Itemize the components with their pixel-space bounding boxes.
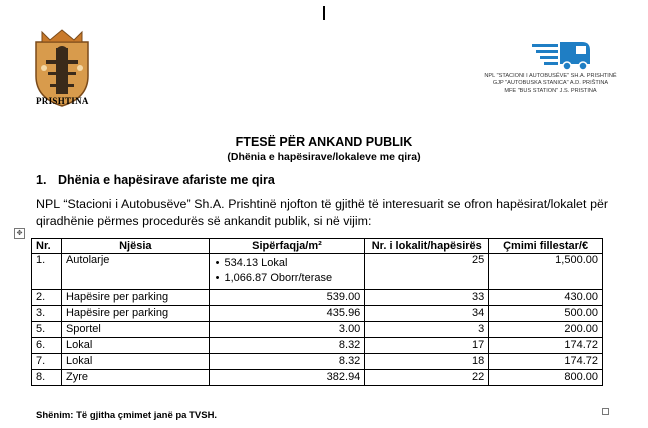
cell-nr: 6. [32, 338, 62, 354]
intro-paragraph: NPL “Stacioni i Autobusëve” Sh.A. Prishtinë njofton të gjithë të interesuarit se ofron hapësirat/lokalet për qiradhënie përmes procedurës së ankandit publik, si në vijim: [36, 197, 608, 228]
auction-table [31, 238, 603, 386]
cell-nr: 8. [32, 370, 62, 386]
right-logo-line: MFE "BUS STATION" J.S. PRISTINA [504, 87, 597, 94]
header-lokal: Nr. i lokalit/hapësirës [365, 239, 489, 254]
right-logo-line: GJP "AUTOBUSKA STANICA" A.D. PRIŠTINA [492, 80, 609, 87]
cell-lokal: 3 [365, 322, 489, 338]
section-number: 1. [36, 173, 47, 187]
cell-price: 430.00 [489, 290, 603, 306]
cell-lokal: 18 [365, 354, 489, 370]
left-logo-caption: PRISHTINA [36, 96, 89, 106]
table-row [32, 370, 603, 386]
cell-unit: Autolarje [61, 254, 209, 290]
cell-area: 3.00 [209, 322, 365, 338]
cell-price: 1,500.00 [489, 254, 603, 290]
table-row [32, 306, 603, 322]
table-resize-handle[interactable] [602, 408, 609, 415]
cell-lokal: 25 [365, 254, 489, 290]
area-list-item: • 534.13 Lokal [224, 256, 361, 271]
cell-area: 8.32 [209, 354, 365, 370]
cell-unit: Sportel [61, 322, 209, 338]
header-nr: Nr. [32, 239, 62, 254]
cell-unit: Lokal [61, 354, 209, 370]
cell-price: 500.00 [489, 306, 603, 322]
area-list-item: • 1,066.87 Oborr/terase [224, 271, 361, 286]
cell-area: 539.00 [209, 290, 365, 306]
cell-unit: Hapësire per parking [61, 306, 209, 322]
table-row [32, 322, 603, 338]
header-area: Sipërfaqja/m² [209, 239, 365, 254]
cell-price: 200.00 [489, 322, 603, 338]
document-subtitle: (Dhënia e hapësirave/lokaleve me qira) [227, 151, 421, 163]
cell-price: 174.72 [489, 354, 603, 370]
cell-nr: 3. [32, 306, 62, 322]
cell-nr: 2. [32, 290, 62, 306]
header-unit: Njësia [61, 239, 209, 254]
cell-price: 174.72 [489, 338, 603, 354]
section-title: Dhënia e hapësirave afariste me qira [58, 173, 275, 187]
right-logo-caption [458, 73, 643, 95]
cell-nr: 1. [32, 254, 62, 290]
bus-station-logo [532, 38, 592, 72]
table-row [32, 290, 603, 306]
cell-nr: 7. [32, 354, 62, 370]
cell-unit: Zyre [61, 370, 209, 386]
section-heading [36, 173, 275, 187]
cell-area: 435.96 [209, 306, 365, 322]
cell-area: 8.32 [209, 338, 365, 354]
right-logo-line: NPL "STACIONI I AUTOBUSËVE" SH.A. PRISHTINË [484, 73, 617, 79]
table-row [32, 338, 603, 354]
cell-unit: Hapësire per parking [61, 290, 209, 306]
table-move-handle-icon[interactable]: ✥ [14, 228, 25, 239]
table-row [32, 354, 603, 370]
header-price: Çmimi fillestar/€ [489, 239, 603, 254]
cell-price: 800.00 [489, 370, 603, 386]
cell-lokal: 22 [365, 370, 489, 386]
table-note: Shënim: Të gjitha çmimet janë pa TVSH. [36, 410, 218, 421]
cell-unit: Lokal [61, 338, 209, 354]
table-header-row [32, 239, 603, 254]
text-cursor [323, 6, 325, 20]
table-row [32, 254, 603, 290]
cell-lokal: 34 [365, 306, 489, 322]
cell-lokal: 33 [365, 290, 489, 306]
cell-lokal: 17 [365, 338, 489, 354]
cell-area [209, 254, 365, 290]
cell-nr: 5. [32, 322, 62, 338]
document-title: FTESË PËR ANKAND PUBLIK [235, 135, 413, 149]
cell-area: 382.94 [209, 370, 365, 386]
